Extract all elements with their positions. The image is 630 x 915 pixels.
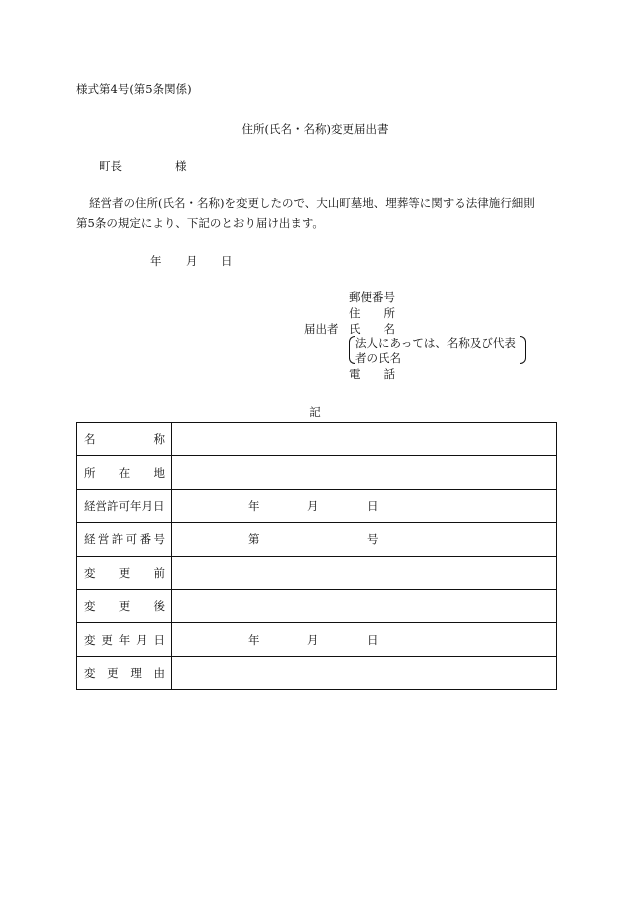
row-label-char: 変 xyxy=(84,599,96,614)
row-label-char: 経 xyxy=(84,532,96,547)
row-label-char: 可 xyxy=(125,532,138,547)
row-label-char: 後 xyxy=(153,599,165,614)
row-label xyxy=(77,498,171,514)
row-label-char: 号 xyxy=(153,532,165,547)
table-row-after-change xyxy=(77,589,557,622)
row-value-unit: 日 xyxy=(367,498,379,513)
row-label-char: 変 xyxy=(84,632,96,647)
row-label-cell xyxy=(77,423,172,456)
row-label-cell xyxy=(77,556,172,589)
row-label-char: 年 xyxy=(118,632,131,647)
row-label-char: 更 xyxy=(118,565,131,580)
row-label-char: 番 xyxy=(139,532,152,547)
row-value-unit: 年 xyxy=(248,498,260,513)
row-label xyxy=(77,598,171,614)
table-row-change-date xyxy=(77,623,557,656)
row-label-char: 許 xyxy=(111,532,124,547)
row-value xyxy=(172,456,556,488)
form-number: 様式第4号(第5条関係) xyxy=(76,82,192,96)
row-label-char: 名 xyxy=(84,432,96,447)
row-label-char: 月 xyxy=(136,632,148,647)
addressee-mayor: 町長 xyxy=(99,159,122,173)
submitter-label: 届出者 xyxy=(304,322,339,336)
row-label-char: 日 xyxy=(153,632,165,647)
row-value-unit: 号 xyxy=(367,532,379,547)
row-value xyxy=(172,490,556,522)
corporate-note-line-1: 法人にあっては、名称及び代表 xyxy=(355,336,516,350)
row-value-unit: 月 xyxy=(307,498,319,513)
row-label-char: 経営許可年月日 xyxy=(84,498,165,513)
table-row-before-change xyxy=(77,556,557,589)
row-label-cell xyxy=(77,589,172,622)
name-label: 氏 名 xyxy=(349,322,395,336)
row-label-char: 称 xyxy=(153,432,165,447)
row-label-char: 所 xyxy=(84,465,96,480)
address-label: 住 所 xyxy=(349,306,395,320)
row-label-char: 更 xyxy=(101,632,113,647)
row-label-cell xyxy=(77,489,172,522)
row-value-cell[interactable] xyxy=(172,589,557,622)
row-value-cell[interactable] xyxy=(172,456,557,489)
row-value xyxy=(172,623,556,655)
row-value-cell[interactable] xyxy=(172,556,557,589)
bracket-right xyxy=(520,336,526,364)
table-row-permit-number xyxy=(77,523,557,556)
row-value-cell[interactable] xyxy=(172,523,557,556)
body-text-line-2: 第5条の規定により、下記のとおり届け出ます。 xyxy=(76,216,324,230)
row-label-char: 由 xyxy=(153,665,165,680)
row-label xyxy=(77,431,171,447)
row-value xyxy=(172,590,556,622)
row-value-unit: 月 xyxy=(307,632,319,647)
row-label-char: 更 xyxy=(118,599,131,614)
row-label-cell xyxy=(77,456,172,489)
addressee-honorific: 様 xyxy=(175,159,187,173)
row-label-char: 地 xyxy=(153,465,165,480)
row-label-char: 更 xyxy=(107,665,119,680)
row-label xyxy=(77,665,171,681)
table-row-permit-date xyxy=(77,489,557,522)
row-label-cell xyxy=(77,523,172,556)
row-label xyxy=(77,531,171,547)
row-label-char: 変 xyxy=(84,665,96,680)
row-value-unit: 年 xyxy=(248,632,260,647)
date-day: 日 xyxy=(221,254,233,268)
row-value xyxy=(172,557,556,589)
row-label xyxy=(77,632,171,648)
document-title: 住所(氏名・名称)変更届出書 xyxy=(241,122,389,136)
row-value-cell[interactable] xyxy=(172,656,557,689)
table-row-name xyxy=(77,423,557,456)
date-month: 月 xyxy=(186,254,198,268)
row-label-cell xyxy=(77,623,172,656)
phone-label: 電 話 xyxy=(349,367,395,381)
details-table xyxy=(76,422,557,690)
row-value xyxy=(172,657,556,689)
table-row-change-reason xyxy=(77,656,557,689)
row-label-char: 変 xyxy=(84,565,96,580)
table-row-location xyxy=(77,456,557,489)
date-year: 年 xyxy=(150,254,162,268)
row-label-char: 在 xyxy=(118,465,131,480)
row-label-char: 営 xyxy=(97,532,110,547)
zip-code-label: 郵便番号 xyxy=(349,290,395,304)
row-value-unit: 第 xyxy=(248,532,260,547)
body-text-line-1: 経営者の住所(氏名・名称)を変更したので、大山町墓地、埋葬等に関する法律施行細則 xyxy=(89,196,535,210)
row-value-unit: 日 xyxy=(367,632,379,647)
row-value xyxy=(172,523,556,555)
row-value-cell[interactable] xyxy=(172,423,557,456)
ki-heading: 記 xyxy=(309,405,321,419)
row-label-char: 前 xyxy=(153,565,165,580)
row-value xyxy=(172,423,556,455)
row-label-char: 理 xyxy=(130,665,142,680)
row-label xyxy=(77,565,171,581)
row-label xyxy=(77,465,171,481)
row-label-cell xyxy=(77,656,172,689)
corporate-note-line-2: 者の氏名 xyxy=(355,351,401,365)
row-value-cell[interactable] xyxy=(172,623,557,656)
row-value-cell[interactable] xyxy=(172,489,557,522)
